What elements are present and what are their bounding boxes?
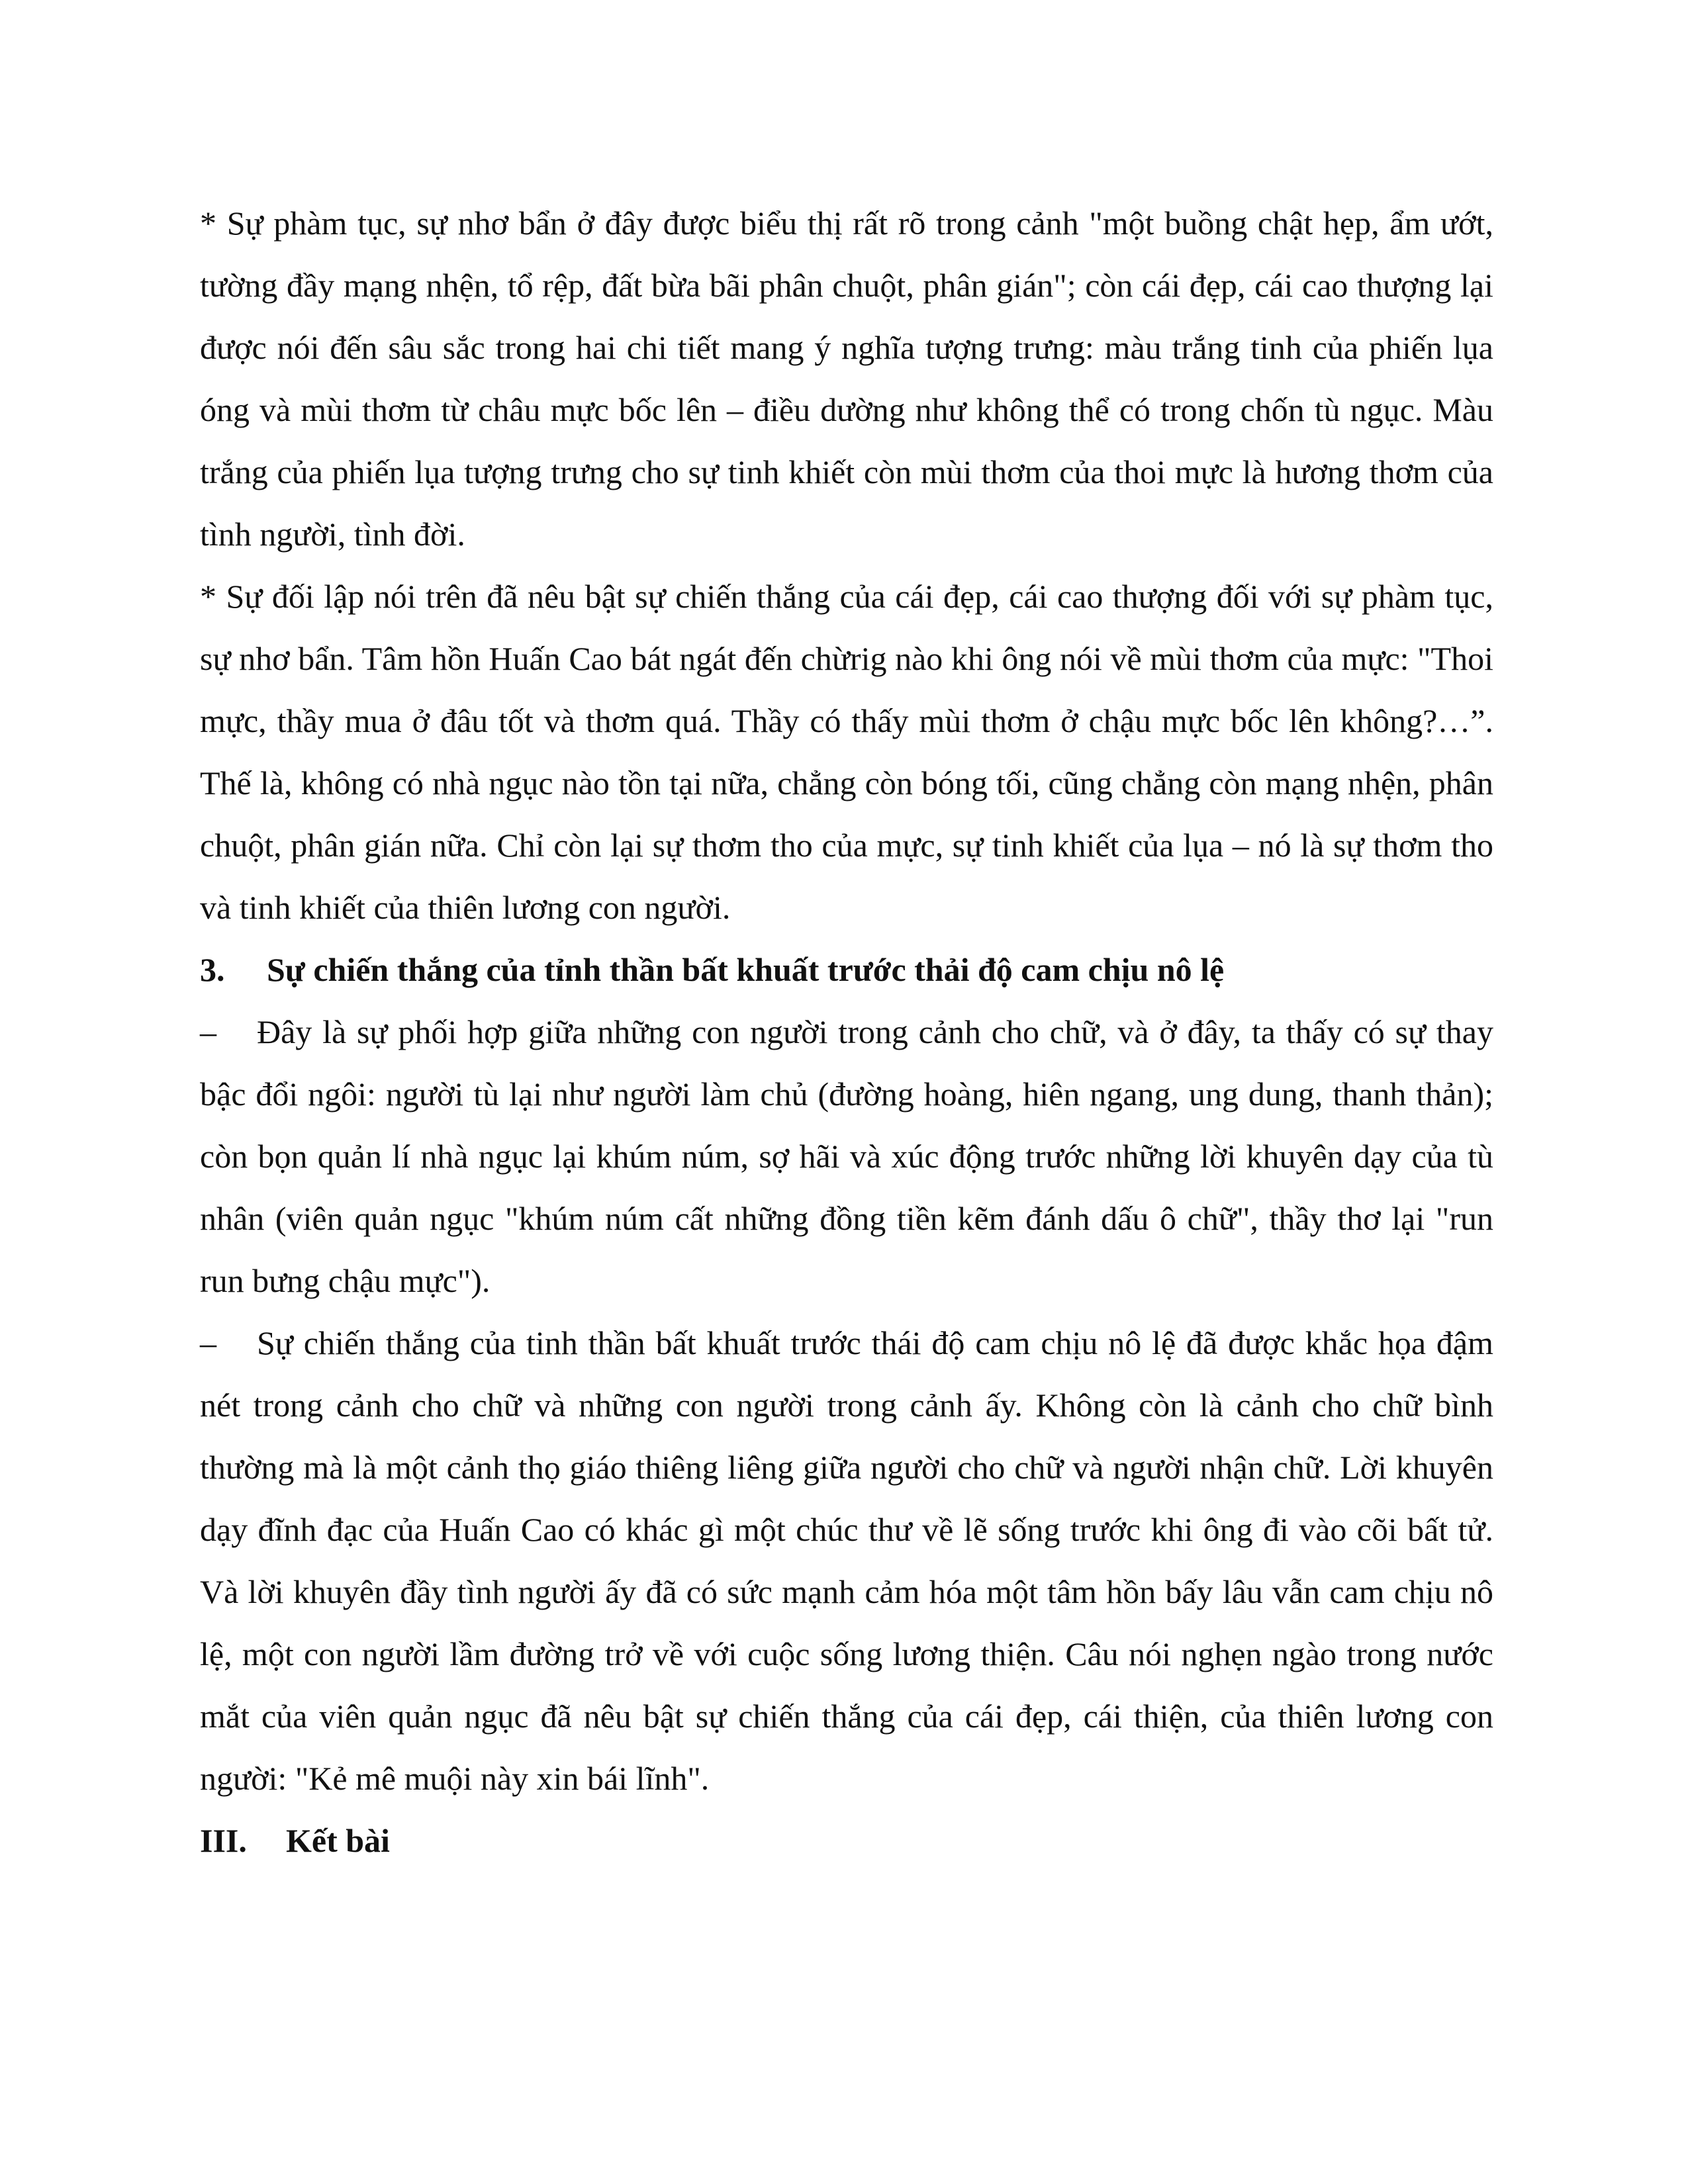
bullet-text: Sự chiến thắng của tinh thần bất khuất trước thái độ cam chịu nô lệ đã được khắc họa đậm nét trong cảnh cho chữ và những con người trong cảnh ấy. Không còn là cảnh cho chữ bình thường mà là một cảnh thọ giáo thiêng liêng giữa người cho chữ và người nhận chữ. Lời khuyên dạy đĩnh đạc của Huấn Cao có khác gì một chúc thư về lẽ sống trước khi ông đi vào cõi bất tử. Và lời khuyên đầy tình người ấy đã có sức mạnh cảm hóa một tâm hồn bấy lâu vẫn cam chịu nô lệ, một con người lầm đường trở về với cuộc sống lương thiện. Câu nói nghẹn ngào trong nước mắt của viên quản ngục đã nêu bật sự chiến thắng của cái đẹp, cái thiện, của thiên lương con người: "Kẻ mê muội này xin bái lĩnh". [200, 1324, 1493, 1797]
paragraph-contrast-description: * Sự phàm tục, sự nhơ bẩn ở đây được biểu thị rất rõ trong cảnh "một buồng chật hẹp, ẩm ướt, tường đầy mạng nhện, tổ rệp, đất bừa bãi phân chuột, phân gián"; còn cái đẹp, cái cao thượng lại được nói đến sâu sắc trong hai chi tiết mang ý nghĩa tượng trưng: màu trắng tinh của phiến lụa óng và mùi thơm từ châu mực bốc lên – điều dường như không thể có trong chốn tù ngục. Màu trắng của phiến lụa tượng trưng cho sự tinh khiết còn mùi thơm của thoi mực là hương thơm của tình người, tình đời. [200, 205, 1493, 553]
bullet-paragraph-2 [200, 1312, 1493, 1809]
section-number: 3. [200, 951, 225, 988]
dash-marker: – [200, 1013, 216, 1050]
section-number: III. [200, 1822, 247, 1859]
paragraph-victory-of-beauty: * Sự đối lập nói trên đã nêu bật sự chiến thắng của cái đẹp, cái cao thượng đối với sự phàm tục, sự nhơ bẩn. Tâm hồn Huấn Cao bát ngát đến chừrig nào khi ông nói về mùi thơm của mực: "Thoi mực, thầy mua ở đâu tốt và thơm quá. Thầy có thấy mùi thơm ở chậu mực bốc lên không?…”. Thế là, không có nhà ngục nào tồn tại nữa, chẳng còn bóng tối, cũng chẳng còn mạng nhện, phân chuột, phân gián nữa. Chỉ còn lại sự thơm tho của mực, sự tinh khiết của lụa – nó là sự thơm tho và tinh khiết của thiên lương con người. [200, 578, 1493, 926]
section-heading-3 [200, 938, 1493, 1001]
bullet-paragraph-1 [200, 1001, 1493, 1312]
section-title: Kết bài [286, 1822, 390, 1859]
document-body [200, 192, 1493, 1872]
bullet-text: Đây là sự phối hợp giữa những con người trong cảnh cho chữ, và ở đây, ta thấy có sự thay bậc đổi ngôi: người tù lại như người làm chủ (đường hoàng, hiên ngang, ung dung, thanh thản); còn bọn quản lí nhà ngục lại khúm núm, sợ hãi và xúc động trước những lời khuyên dạy của tù nhân (viên quản ngục "khúm núm cất những đồng tiền kẽm đánh dấu ô chữ", thầy thơ lại "run run bưng chậu mực"). [200, 1013, 1493, 1299]
dash-marker: – [200, 1324, 216, 1361]
section-heading-III [200, 1809, 1493, 1872]
section-title: Sự chiến thắng của tỉnh thần bất khuất trước thải độ cam chịu nô lệ [267, 951, 1225, 988]
